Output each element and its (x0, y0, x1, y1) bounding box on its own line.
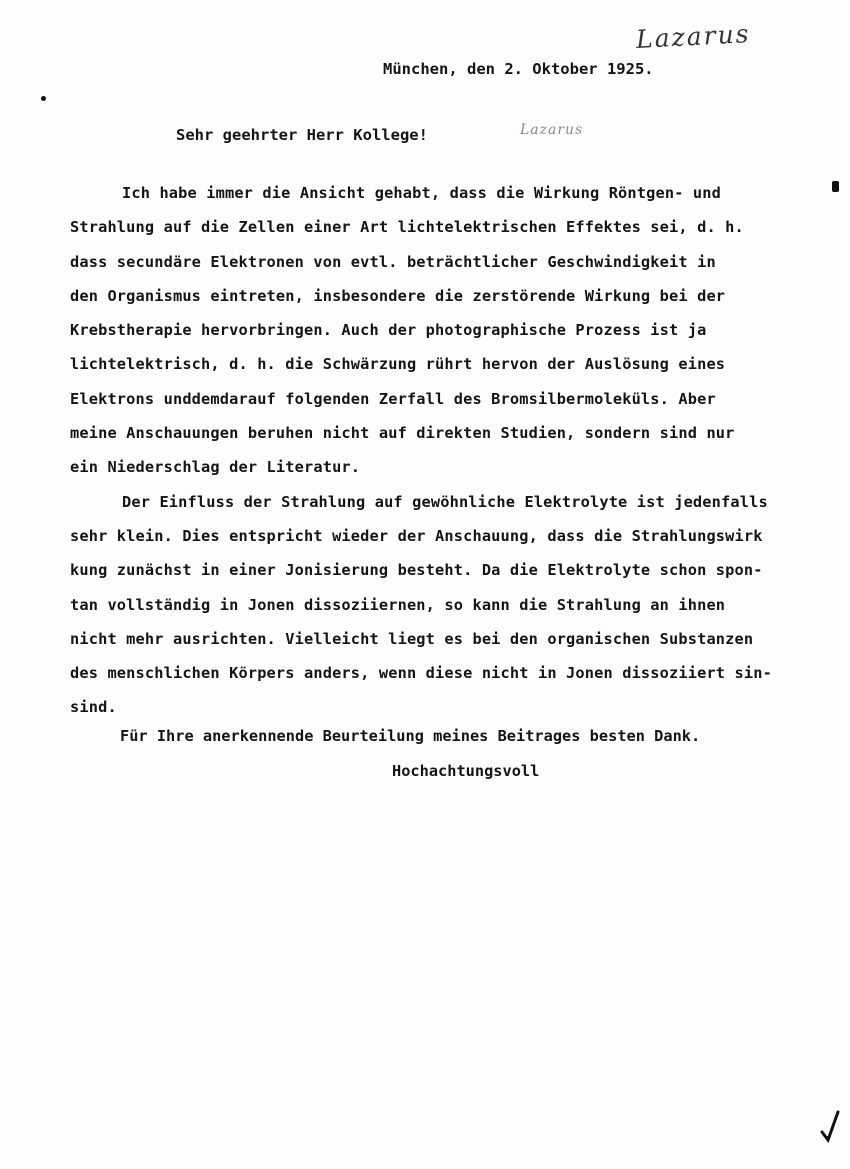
faint-handwritten-annotation: Lazarus (520, 122, 584, 138)
body-line: Der Einfluss der Strahlung auf gewöhnliche Elektrolyte ist jedenfalls (122, 492, 768, 511)
letter-signoff: Hochachtungsvoll (392, 762, 540, 780)
corner-check-mark (818, 1108, 842, 1144)
body-line: lichtelektrisch, d. h. die Schwärzung rührt hervon der Auslösung eines (70, 355, 726, 374)
body-line: den Organismus eintreten, insbesondere die zerstörende Wirkung bei der (70, 286, 726, 305)
body-line: des menschlichen Körpers anders, wenn diese nicht in Jonen dissoziiert sin- (70, 664, 772, 683)
body-line: Krebstherapie hervorbringen. Auch der photographische Prozess ist ja (70, 321, 707, 340)
body-line: Elektrons unddemdarauf folgenden Zerfall des Bromsilbermoleküls. Aber (70, 389, 716, 408)
body-line: sind. (70, 698, 117, 717)
letter-salutation: Sehr geehrter Herr Kollege! (176, 126, 428, 144)
body-line: Ich habe immer die Ansicht gehabt, dass die Wirkung Röntgen- und (122, 184, 722, 202)
body-line: nicht mehr ausrichten. Vielleicht liegt es bei den organischen Substanzen (70, 629, 754, 648)
body-line: dass secundäre Elektronen von evtl. beträchtlicher Geschwindigkeit in (70, 252, 716, 271)
body-line: tan vollständig in Jonen dissoziiernen, so kann die Strahlung an ihnen (70, 595, 726, 614)
ink-speck (41, 96, 46, 101)
body-line: ein Niederschlag der Literatur. (70, 458, 361, 477)
body-line: kung zunächst in einer Jonisierung besteht. Da die Elektrolyte schon spon- (70, 561, 763, 580)
body-line: sehr klein. Dies entspricht wieder der Anschauung, dass die Strahlungswirk (70, 526, 763, 545)
letter-dateline: München, den 2. Oktober 1925. (383, 60, 654, 78)
body-line: meine Anschauungen beruhen nicht auf direkten Studien, sondern sind nur (70, 424, 735, 443)
letter-closing-line: Für Ihre anerkennende Beurteilung meines Beitrages besten Dank. (120, 727, 701, 745)
body-line: Strahlung auf die Zellen einer Art lichtelektrischen Effektes sei, d. h. (70, 218, 744, 237)
margin-mark (832, 181, 839, 192)
letter-body (70, 176, 845, 725)
handwritten-annotation-lazarus: Lazarus (635, 19, 752, 54)
